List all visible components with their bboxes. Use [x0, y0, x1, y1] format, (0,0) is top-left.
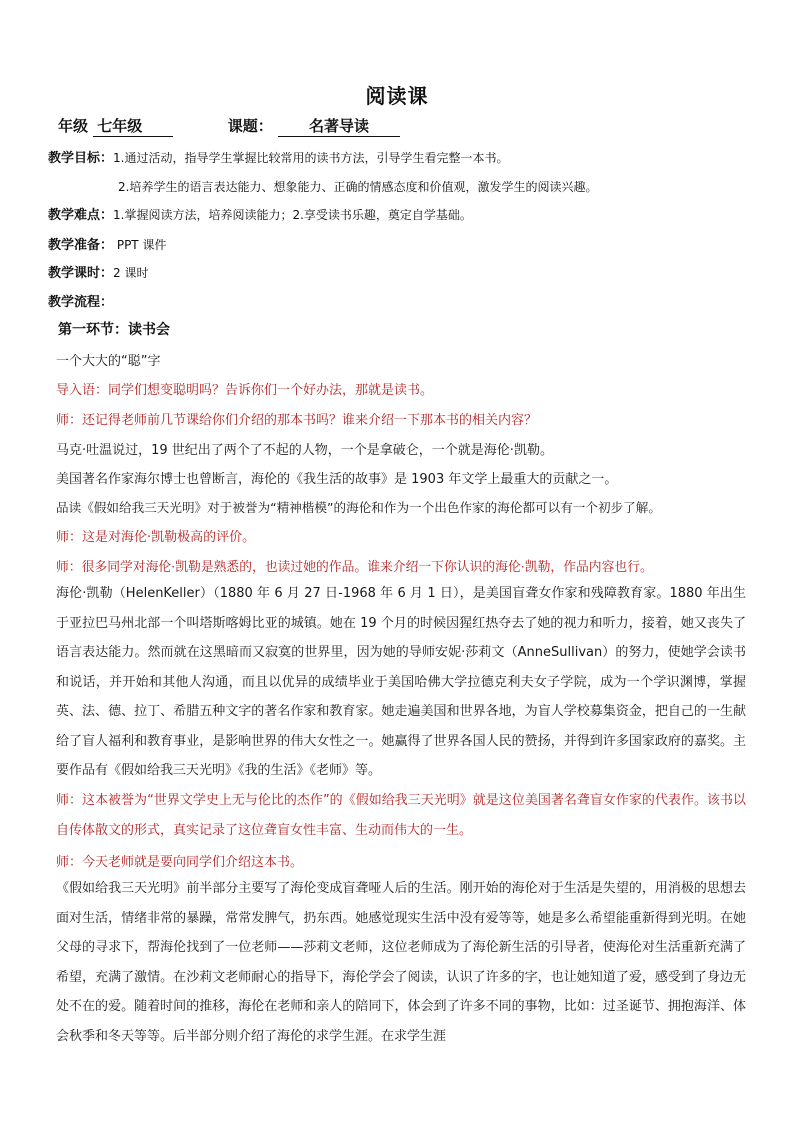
bio-paragraph: 海伦·凯勒（HelenKeller）（1880 年 6 月 27 日-1968 年 6 月 1 日），是美国盲聋女作家和残障教育家。1880 年出生于亚拉巴马州北部一个叫塔斯喀姆比亚的城镇。她在 19 个月的时候因猩红热夺去了她的视力和听力，接着，她又丧失了语言表达能力。然而就在这黑暗而又寂寞的世界里，因为她的导师安妮·莎莉文（AnneSullivan）的努力，使她学会读书和说话，并开始和其他人沟通，而且以优异的成绩毕业于美国哈佛大学拉德克利夫女子学院，成为一个学识渊博，掌握英、法、德、拉丁、希腊五种文字的著名作家和教育家。她走遍美国和世界各地，为盲人学校募集资金，把自己的一生献给了盲人福利和教育事业，是影响世界的伟大女性之一。她赢得了世界各国人民的赞扬，并得到许多国家政府的嘉奖。主要作品有《假如给我三天光明》《我的生活》《老师》等。 — [56, 586, 746, 778]
paragraph-line: 师：这是对海伦·凯勒极高的评价。 — [56, 530, 256, 545]
prep-label: 教学准备： — [48, 238, 114, 253]
flow-label: 教学流程： — [48, 295, 114, 310]
goal-1: 1.通过活动，指导学生掌握比较常用的读书方法，引导学生看完整一本书。 — [113, 151, 509, 165]
prep-text: PPT 课件 — [113, 238, 167, 252]
goal-2: 2.培养学生的语言表达能力、想象能力、正确的情感态度和价值观，激发学生的阅读兴趣。 — [118, 180, 598, 194]
grade-label: 年级 — [58, 117, 89, 135]
goal-row — [48, 149, 508, 168]
difficulty-text: 1.掌握阅读方法，培养阅读能力；2.享受读书乐趣，奠定自学基础。 — [113, 208, 472, 222]
grade-value: 七年级 — [93, 115, 173, 137]
flow-row — [48, 293, 113, 312]
hours-text: 2 课时 — [113, 266, 149, 280]
prep-row — [48, 236, 166, 255]
paragraph-line: 师：很多同学对海伦·凯勒是熟悉的，也读过她的作品。谁来介绍一下你认识的海伦·凯勒，作品内容也行。 — [56, 560, 653, 575]
hours-label: 教学课时： — [48, 266, 114, 281]
topic-label: 课题： — [227, 117, 273, 135]
goal-label: 教学目标： — [48, 151, 114, 166]
summary-paragraph: 《假如给我三天光明》前半部分主要写了海伦变成盲聋哑人后的生活。刚开始的海伦对于生活是失望的，用消极的思想去面对生活，情绪非常的暴躁，常常发脾气，扔东西。她感觉现实生活中没有爱等等，她是多么希望能重新得到光明。在她父母的寻求下，帮海伦找到了一位老师——莎莉文老师，这位老师成为了海伦新生活的引导者，使海伦对生活重新充满了希望，充满了激情。在沙莉文老师耐心的指导下，海伦学会了阅读，认识了许多的字，也让她知道了爱，感受到了身边无处不在的爱。随着时间的推移，海伦在老师和亲人的陪同下，体会到了许多不同的事物，比如：过圣诞节、拥抱海洋、体会秋季和冬天等等。后半部分则介绍了海伦的求学生涯。在求学生涯 — [56, 881, 746, 1044]
hours-row — [48, 264, 148, 283]
paragraph-line: 师：还记得老师前几节课给你们介绍的那本书吗？谁来介绍一下那本书的相关内容？ — [56, 413, 538, 428]
paragraph-line: 马克·吐温说过，19 世纪出了两个了不起的人物，一个是拿破仑，一个就是海伦·凯勒。 — [56, 443, 553, 458]
teacher-intro: 师：今天老师就是要向同学们介绍这本书。 — [56, 855, 304, 870]
topic-value: 名著导读 — [278, 115, 400, 137]
difficulty-row — [48, 206, 472, 225]
teacher-note: 师：这本被誉为“世界文学史上无与伦比的杰作”的《假如给我三天光明》就是这位美国著名聋盲女作家的代表作。该书以自传体散文的形式，真实记录了这位聋盲女性丰富、生动而伟大的一生。 — [56, 793, 746, 838]
paragraph-line: 一个大大的“聪”字 — [56, 354, 161, 369]
document-title: 阅读课 — [365, 84, 429, 108]
grade-topic-line — [58, 115, 400, 137]
paragraph-line: 导入语：同学们想变聪明吗？告诉你们一个好办法，那就是读书。 — [56, 383, 434, 398]
difficulty-label: 教学难点： — [48, 208, 114, 223]
paragraph-line: 品读《假如给我三天光明》对于被誉为“精神楷模”的海伦和作为一个出色作家的海伦都可以有一个初步了解。 — [56, 500, 661, 515]
section-heading: 第一环节：读书会 — [58, 322, 170, 338]
paragraph-line: 美国著名作家海尔博士也曾断言，海伦的《我生活的故事》是 1903 年文学上最重大的贡献之一。 — [56, 472, 618, 487]
